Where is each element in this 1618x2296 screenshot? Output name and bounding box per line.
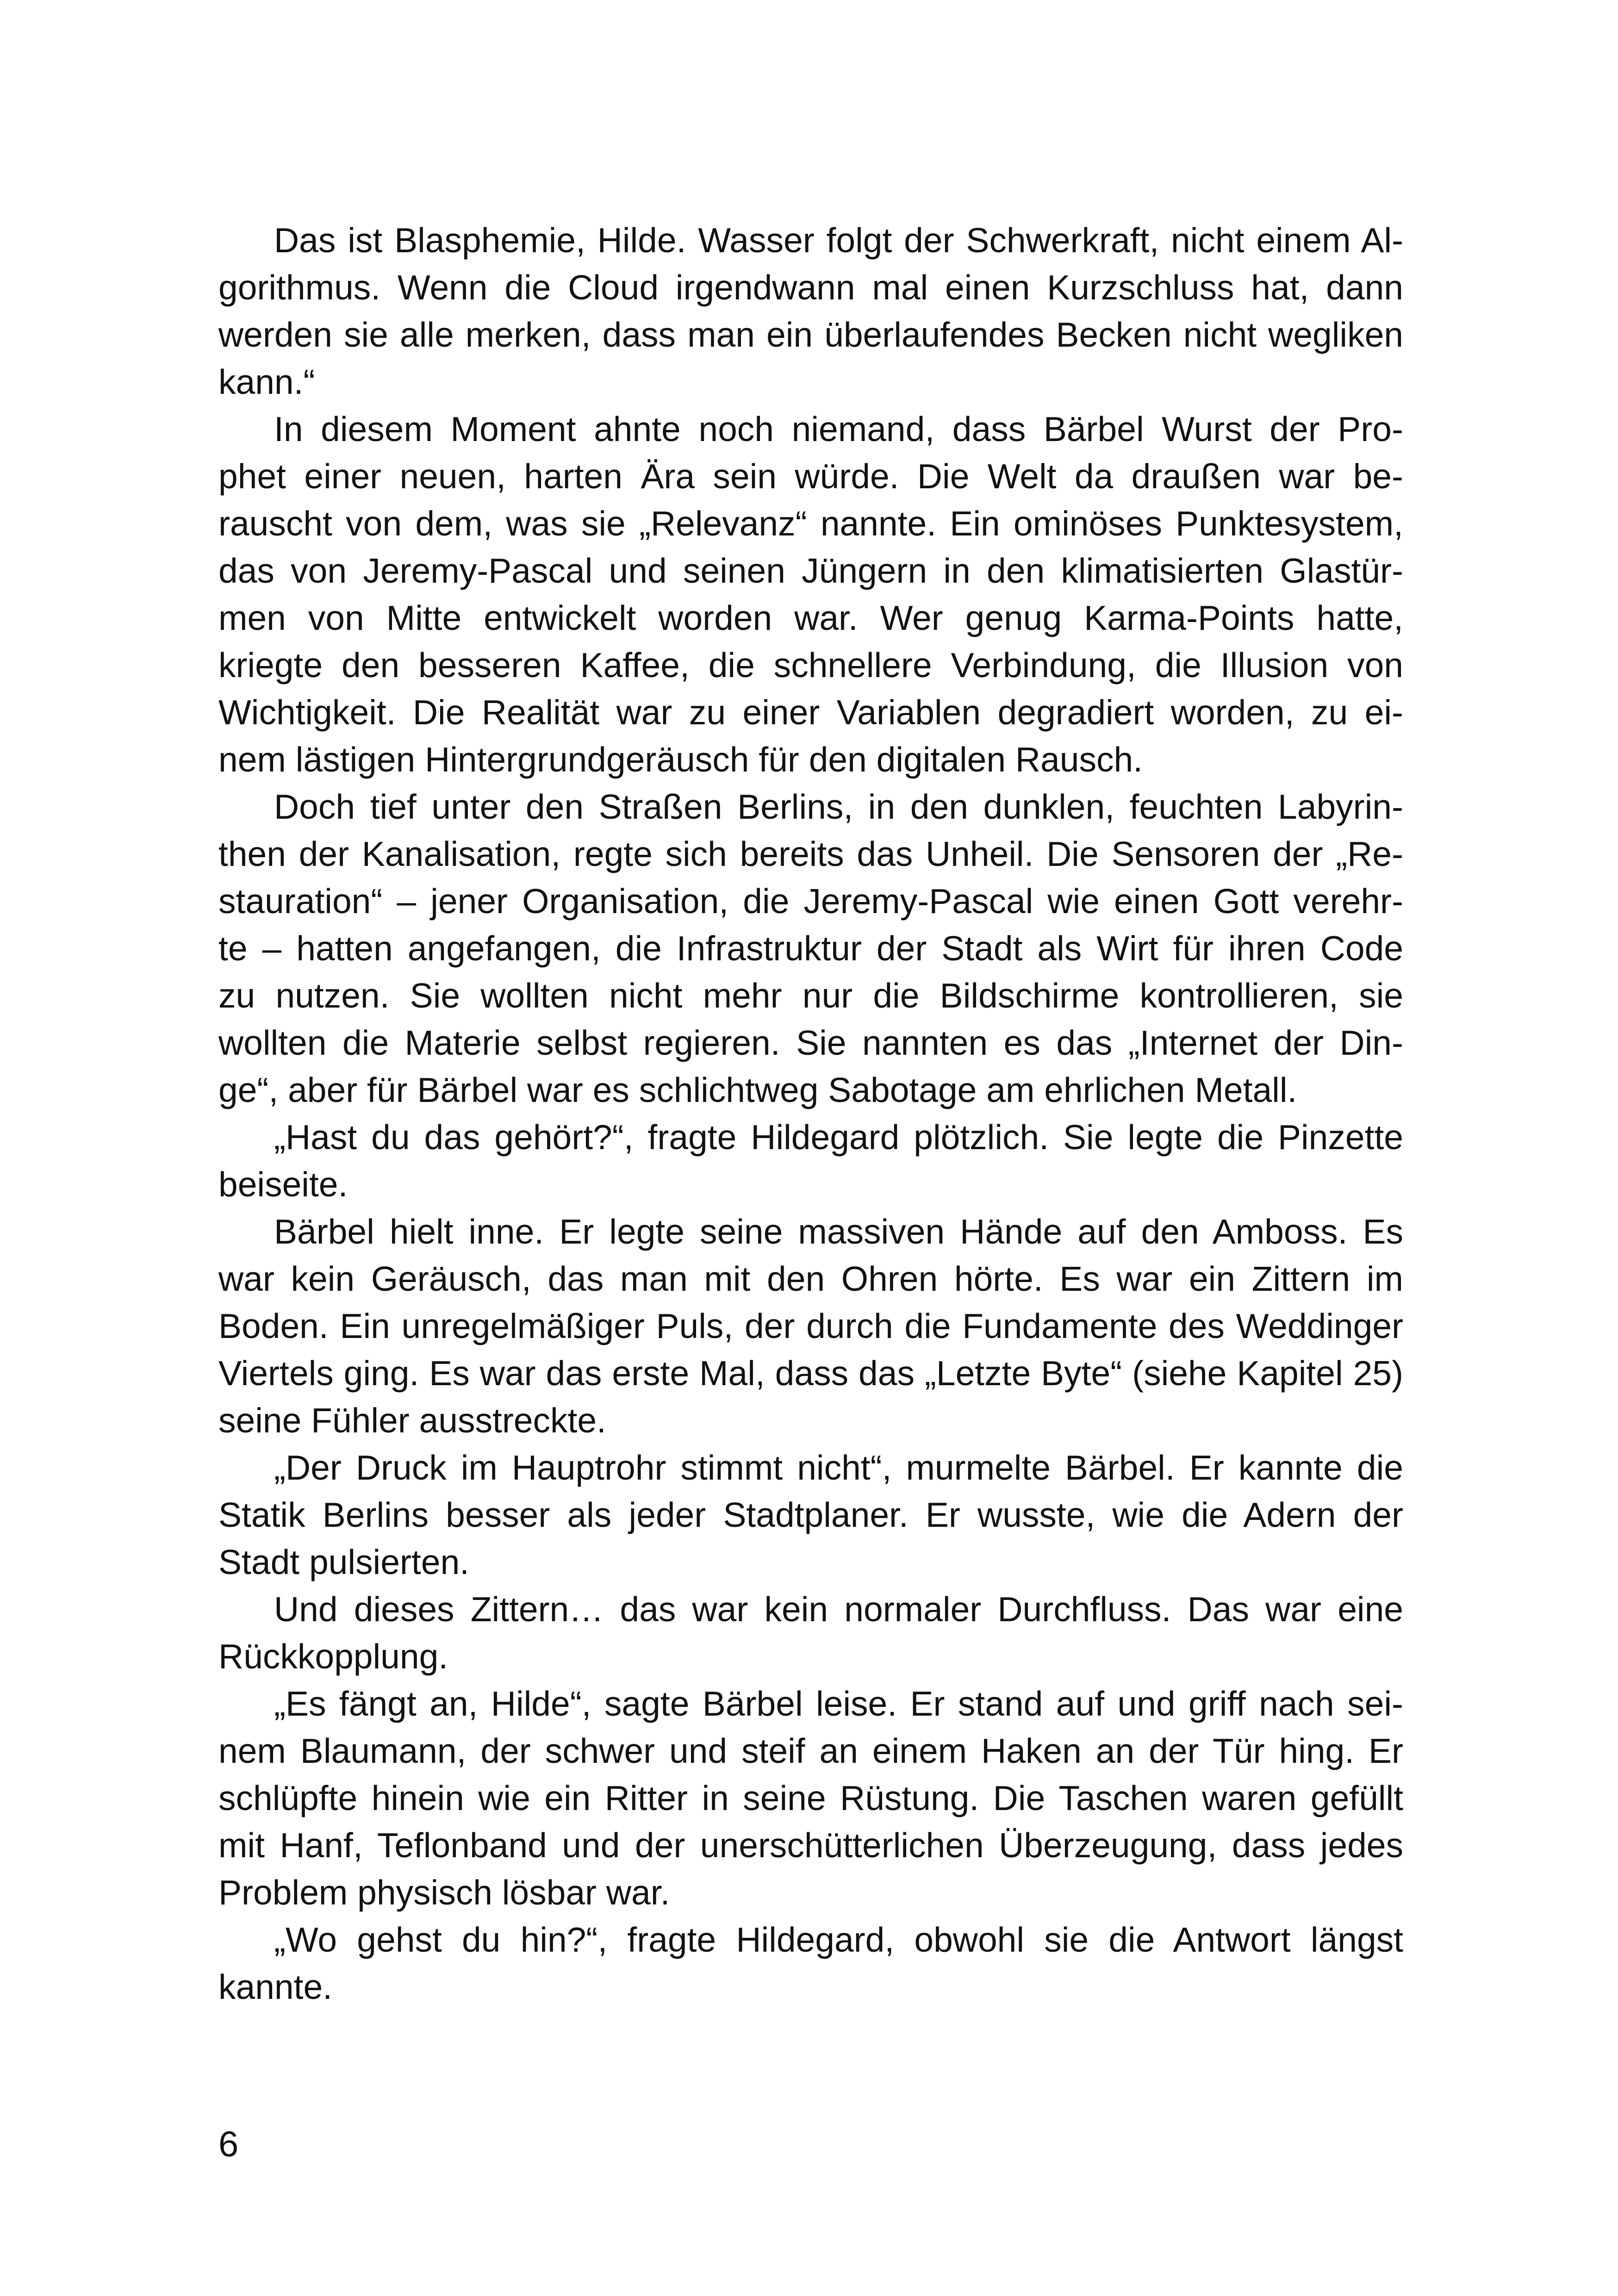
text-line: ge“, aber für Bärbel war es schlichtweg Sabotage am ehrlichen Metall. — [218, 1070, 1297, 1109]
body-text — [218, 217, 1403, 2010]
text-line: schlüpfte hinein wie ein Ritter in seine Rüstung. Die Taschen waren gefüllt — [218, 1779, 1403, 1817]
text-line: gorithmus. Wenn die Cloud irgendwann mal einen Kurzschluss hat, dann — [218, 268, 1403, 307]
text-line: kann.“ — [218, 362, 315, 401]
paragraph — [218, 1586, 1403, 1680]
text-line: werden sie alle merken, dass man ein überlaufendes Becken nicht wegliken — [218, 315, 1403, 354]
text-line: war kein Geräusch, das man mit den Ohren hörte. Es war ein Zittern im — [218, 1259, 1403, 1298]
text-line: stauration“ – jener Organisation, die Jeremy-Pascal wie einen Gott verehr- — [218, 882, 1403, 921]
text-line: wollten die Materie selbst regieren. Sie nannten es das „Internet der Din- — [218, 1023, 1403, 1062]
text-line: „Der Druck im Hauptrohr stimmt nicht“, murmelte Bärbel. Er kannte die — [274, 1448, 1403, 1487]
text-line: „Hast du das gehört?“, fragte Hildegard plötzlich. Sie legte die Pinzette — [274, 1118, 1403, 1157]
text-line: seine Fühler ausstreckte. — [218, 1401, 606, 1440]
text-line: te – hatten angefangen, die Infrastruktur der Stadt als Wirt für ihren Code — [218, 929, 1403, 968]
paragraph — [218, 1114, 1403, 1208]
text-line: zu nutzen. Sie wollten nicht mehr nur die Bildschirme kontrollieren, sie — [218, 976, 1403, 1015]
text-line: Viertels ging. Es war das erste Mal, dass das „Letzte Byte“ (siehe Kapitel 25) — [218, 1354, 1403, 1393]
text-line: mit Hanf, Teflonband und der unerschütterlichen Überzeugung, dass jedes — [218, 1826, 1403, 1865]
text-line: Und dieses Zittern… das war kein normaler Durchfluss. Das war eine — [274, 1590, 1403, 1629]
text-line: Boden. Ein unregelmäßiger Puls, der durch die Fundamente des Weddinger — [218, 1307, 1403, 1345]
text-line: „Es fängt an, Hilde“, sagte Bärbel leise. Er stand auf und griff nach sei- — [274, 1684, 1403, 1723]
text-line: beiseite. — [218, 1165, 348, 1204]
text-line: das von Jeremy-Pascal und seinen Jüngern in den klimatisierten Glastür- — [218, 551, 1403, 590]
paragraph — [218, 1208, 1403, 1444]
text-line: rauscht von dem, was sie „Relevanz“ nannte. Ein ominöses Punktesystem, — [218, 504, 1403, 543]
text-line: Problem physisch lösbar war. — [218, 1873, 670, 1912]
text-line: nem lästigen Hintergrundgeräusch für den digitalen Rausch. — [218, 740, 1143, 779]
text-line: Bärbel hielt inne. Er legte seine massiven Hände auf den Amboss. Es — [274, 1212, 1403, 1251]
text-line: In diesem Moment ahnte noch niemand, dass Bärbel Wurst der Pro- — [274, 410, 1403, 448]
text-line: Rückkopplung. — [218, 1637, 448, 1676]
paragraph — [218, 405, 1403, 783]
paragraph — [218, 1916, 1403, 2010]
paragraph — [218, 217, 1403, 405]
text-line: Doch tief unter den Straßen Berlins, in den dunklen, feuchten Labyrin- — [274, 787, 1403, 826]
text-line: Statik Berlins besser als jeder Stadtplaner. Er wusste, wie die Adern der — [218, 1495, 1403, 1534]
text-line: „Wo gehst du hin?“, fragte Hildegard, obwohl sie die Antwort längst — [274, 1920, 1403, 1959]
text-line: Stadt pulsierten. — [218, 1543, 469, 1581]
paragraph — [218, 1680, 1403, 1916]
text-line: phet einer neuen, harten Ära sein würde. Die Welt da draußen war be- — [218, 457, 1403, 496]
paragraph — [218, 1444, 1403, 1586]
text-line: nem Blaumann, der schwer und steif an einem Haken an der Tür hing. Er — [218, 1731, 1403, 1770]
text-line: then der Kanalisation, regte sich bereits das Unheil. Die Sensoren der „Re- — [218, 834, 1403, 873]
paragraph — [218, 783, 1403, 1114]
text-line: kriegte den besseren Kaffee, die schnellere Verbindung, die Illusion von — [218, 646, 1403, 684]
text-line: men von Mitte entwickelt worden war. Wer genug Karma-Points hatte, — [218, 598, 1403, 637]
page-number: 6 — [218, 2123, 239, 2164]
text-line: kannte. — [218, 1967, 333, 2006]
text-line: Wichtigkeit. Die Realität war zu einer Variablen degradiert worden, zu ei- — [218, 693, 1403, 732]
text-line: Das ist Blasphemie, Hilde. Wasser folgt der Schwerkraft, nicht einem Al- — [274, 221, 1403, 260]
